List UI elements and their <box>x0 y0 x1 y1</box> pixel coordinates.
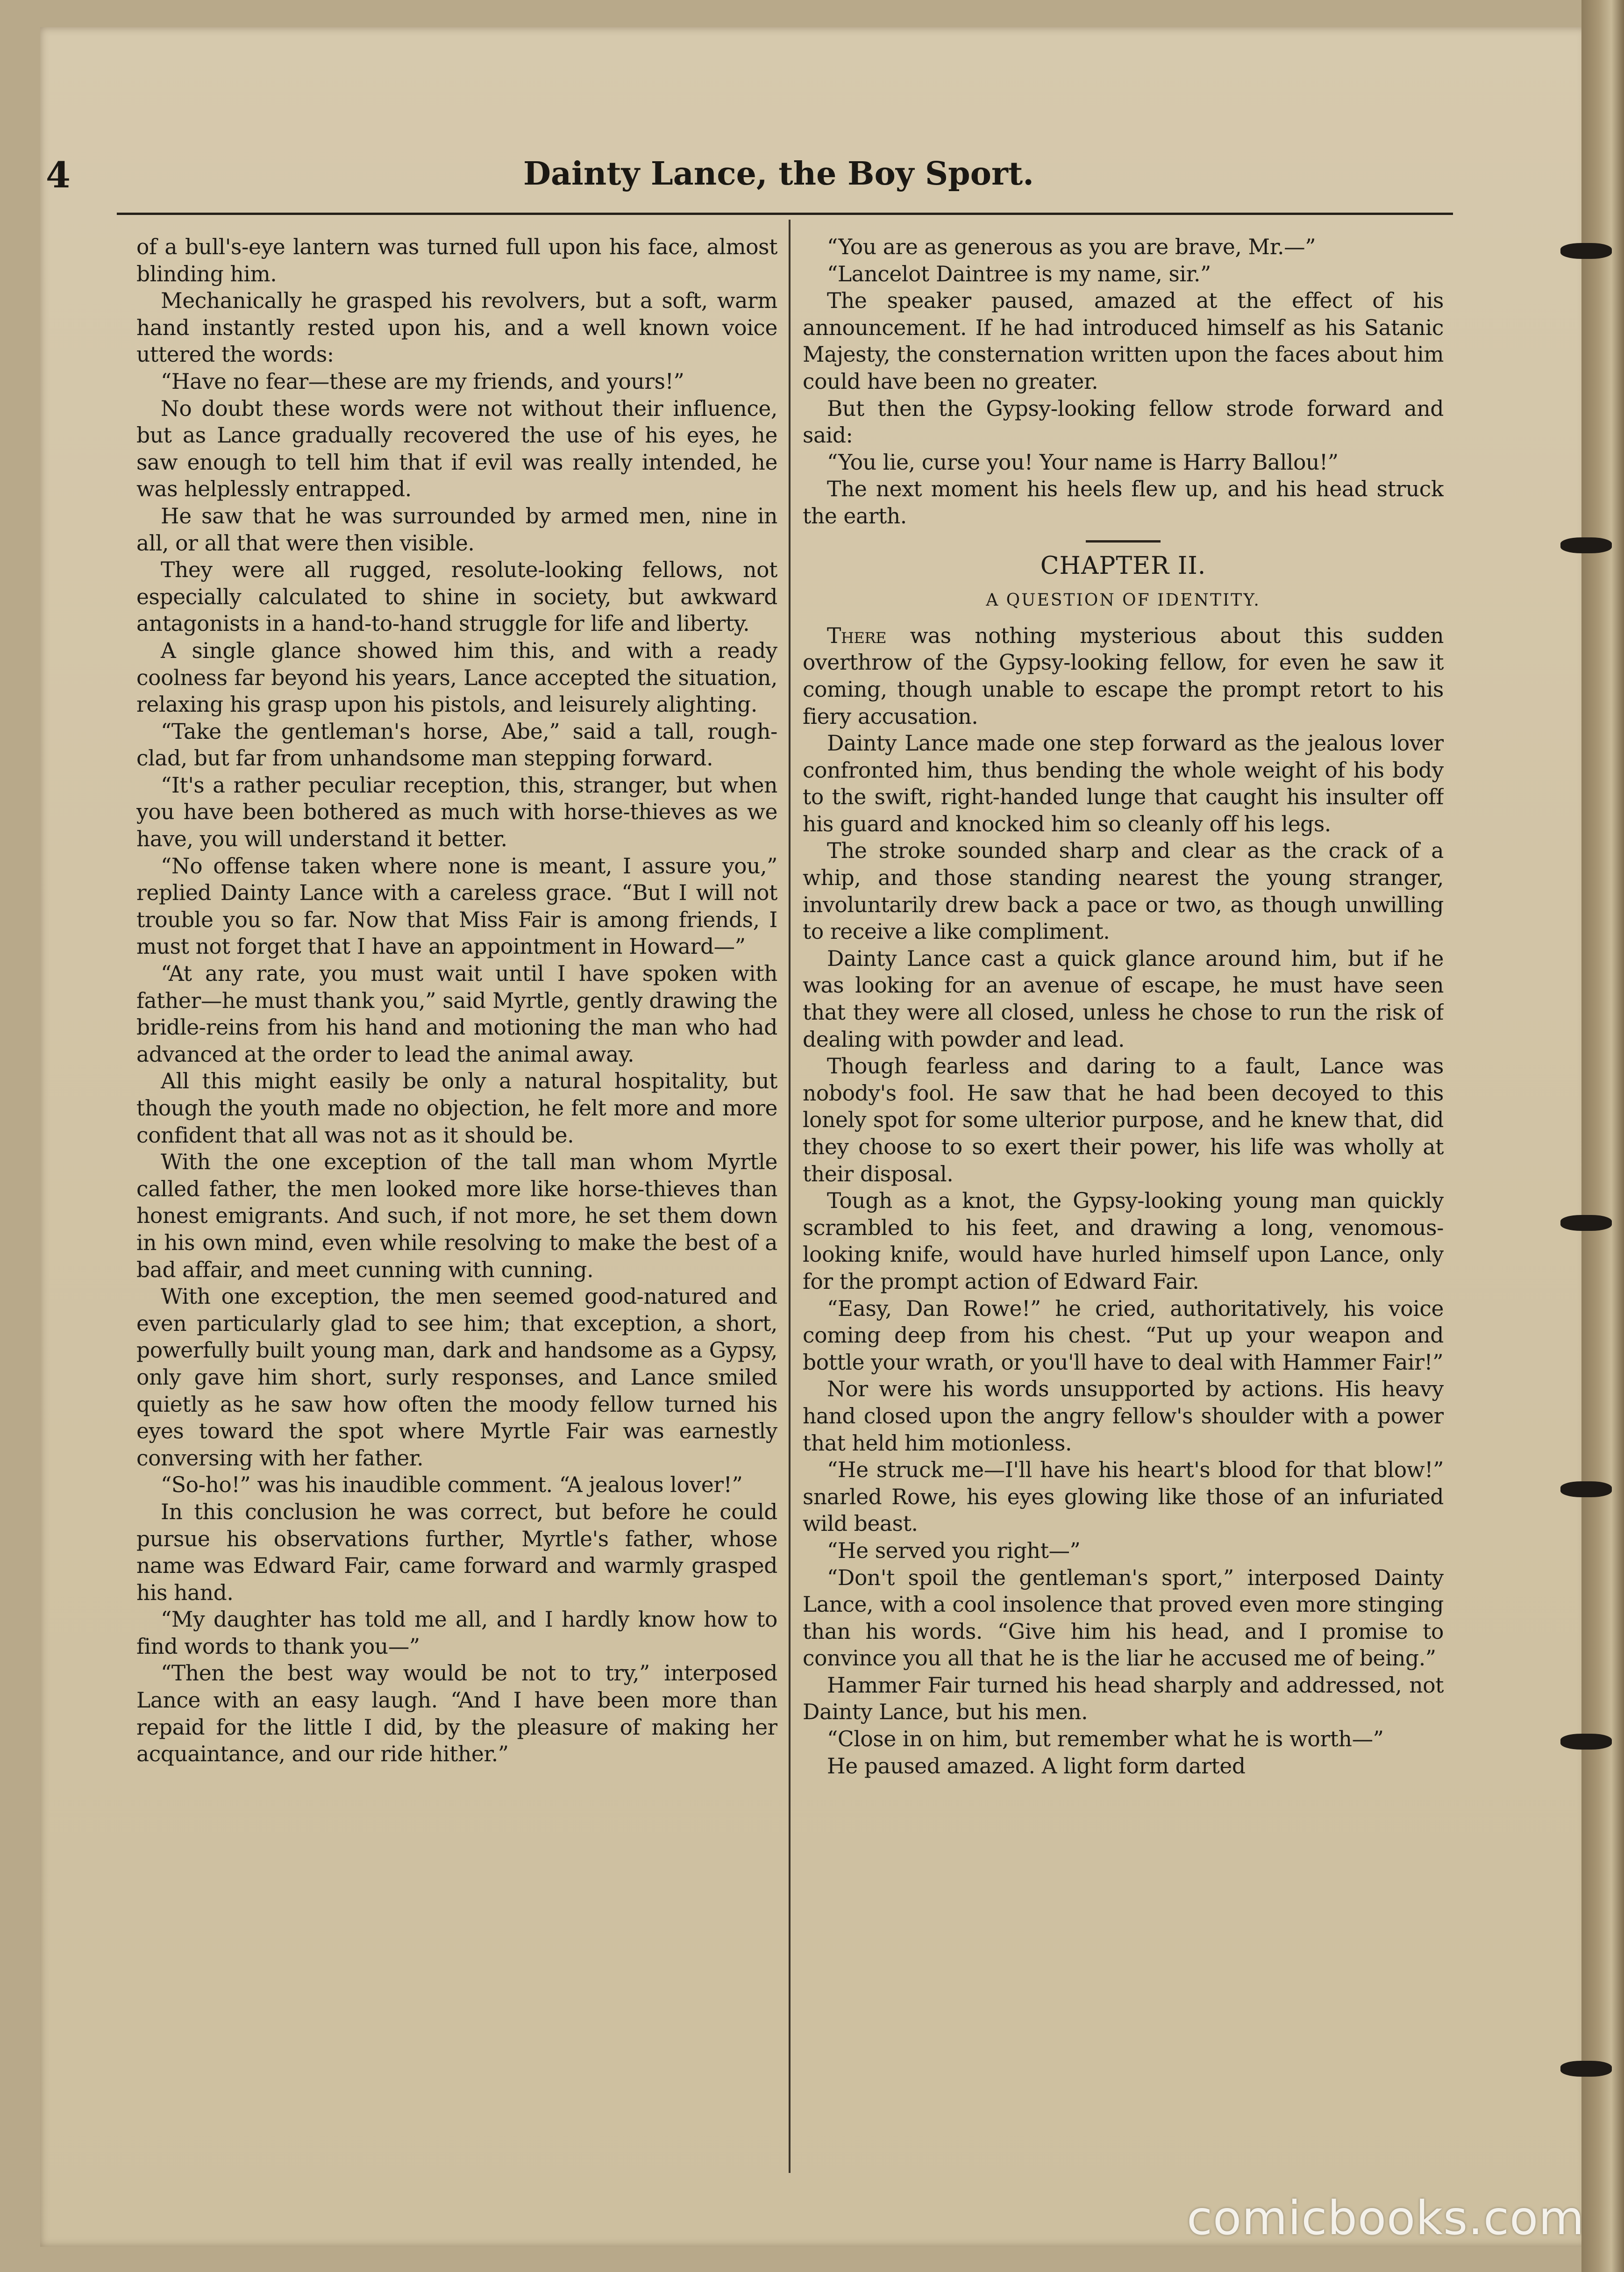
paragraph: “Don't spoil the gentleman's sport,” interposed Dainty Lance, with a cool insolence that proved even more stinging than his words. “Give him his head, and I promise to convince you all that he is the liar he accused me of being.” <box>803 1565 1444 1671</box>
left-column <box>136 234 777 2173</box>
paragraph: With the one exception of the tall man whom Myrtle called father, the men looked more like horse-thieves than honest emigrants. And such, if not more, he set them down in his own mind, even while resolving to make the best of a bad affair, and meet cunning with cunning. <box>136 1150 777 1282</box>
paragraph: Tough as a knot, the Gypsy-looking young man quickly scrambled to his feet, and drawing a long, venomous-looking knife, would have hurled himself upon Lance, only for the prompt action of Edward Fair. <box>803 1188 1444 1294</box>
paragraph: “He struck me—I'll have his heart's blood for that blow!” snarled Rowe, his eyes glowing like those of an infuriated wild beast. <box>803 1458 1444 1536</box>
page-number: 4 <box>46 154 71 196</box>
paragraph: “You lie, curse you! Your name is Harry Ballou!” <box>827 450 1339 475</box>
running-title: Dainty Lance, the Boy Sport. <box>523 155 1034 193</box>
chapter-opening-paragraph <box>803 622 1444 730</box>
chapter-subtitle: A QUESTION OF IDENTITY. <box>986 591 1261 610</box>
binding-stitch <box>1560 2061 1612 2077</box>
paragraph: “No offense taken where none is meant, I assure you,” replied Dainty Lance with a careless grace. “But I will not trouble you so far. Now that Miss Fair is among friends, I must not forget that I have an appointment in Howard—” <box>136 853 777 959</box>
paragraph: A single glance showed him this, and with a ready coolness far beyond his years, Lance accepted the situation, relaxing his grasp upon his pistols, and leisurely alighting. <box>136 638 777 717</box>
page-binding <box>1581 0 1624 2272</box>
paragraph: The speaker paused, amazed at the effect of his announcement. If he had introduced himself as his Satanic Majesty, the consternation written upon the faces about him could have been no greater. <box>803 288 1444 394</box>
paragraph: “Lancelot Daintree is my name, sir.” <box>827 261 1211 286</box>
paragraph: “Take the gentleman's horse, Abe,” said a tall, rough-clad, but far from unhandsome man stepping forward. <box>136 719 777 771</box>
paragraph: “My daughter has told me all, and I hardly know how to find words to thank you—” <box>136 1607 777 1659</box>
paragraph: He paused amazed. A light form darted <box>827 1753 1246 1779</box>
chapter-heading: CHAPTER II. <box>1040 551 1206 580</box>
paragraph: Nor were his words unsupported by actions. His heavy hand closed upon the angry fellow's shoulder with a power that held him motionless. <box>803 1377 1444 1456</box>
binding-stitch <box>1560 1481 1612 1497</box>
paragraph: All this might easily be only a natural hospitality, but though the youth made no objection, he felt more and more confident that all was not as it should be. <box>136 1069 777 1148</box>
binding-stitch <box>1560 243 1612 259</box>
paragraph: Hammer Fair turned his head sharply and addressed, not Dainty Lance, but his men. <box>803 1672 1444 1725</box>
paragraph: With one exception, the men seemed good-natured and even particularly glad to see him; that exception, a short, powerfully built young man, dark and handsome as a Gypsy, only gave him short, surly responses, and Lance smiled quietly as he saw how often the moody fellow turned his eyes toward the spot where Myrtle Fair was earnestly conversing with her father. <box>136 1284 777 1471</box>
paragraph: Though fearless and daring to a fault, Lance was nobody's fool. He saw that he had been decoyed to this lonely spot for some ulterior purpose, and he knew that, did they choose to so exert their power, his life was wholly at their disposal. <box>803 1054 1444 1186</box>
paragraph: The stroke sounded sharp and clear as the crack of a whip, and those standing nearest the young stranger, involuntarily drew back a pace or two, as though unwilling to receive a like compliment. <box>803 838 1444 944</box>
paragraph: The next moment his heels flew up, and his head struck the earth. <box>803 477 1444 529</box>
right-column <box>803 234 1444 2173</box>
paragraph: In this conclusion he was correct, but before he could pursue his observations further, Myrtle's father, whose name was Edward Fair, came forward and warmly grasped his hand. <box>136 1499 777 1605</box>
paragraph: “At any rate, you must wait until I have spoken with father—he must thank you,” said Myrtle, gently drawing the bridle-reins from his hand and motioning the man who had advanced at the order to lead the animal away. <box>136 961 777 1067</box>
paragraph: “It's a rather peculiar reception, this, stranger, but when you have been bothered as much with horse-thieves as we have, you will understand it better. <box>136 772 777 852</box>
paragraph: “Have no fear—these are my friends, and yours!” <box>161 369 684 394</box>
opening-word: There <box>827 623 887 648</box>
paragraph: “You are as generous as you are brave, Mr.—” <box>827 235 1316 259</box>
paragraph: Dainty Lance made one step forward as the jealous lover confronted him, thus bending the whole weight of his body to the swift, right-handed lunge that caught his insulter off his guard and knocked him so cleanly off his legs. <box>803 731 1444 836</box>
paragraph: They were all rugged, resolute-looking fellows, not especially calculated to shine in society, but awkward antagonists in a hand-to-hand struggle for life and liberty. <box>136 557 777 636</box>
paragraph: Dainty Lance cast a quick glance around him, but if he was looking for an avenue of escape, he must have seen that they were all closed, unless he chose to run the risk of dealing with powder and lead. <box>803 946 1444 1052</box>
paragraph: “Easy, Dan Rowe!” he cried, authoritatively, his voice coming deep from his chest. “Put up your weapon and bottle your wrath, or you'll have to deal with Hammer Fair!” <box>803 1296 1444 1375</box>
paragraph: Mechanically he grasped his revolvers, but a soft, warm hand instantly rested upon his, and a well known voice uttered the words: <box>136 288 777 367</box>
binding-stitch <box>1560 537 1612 553</box>
paragraph: He saw that he was surrounded by armed men, nine in all, or all that were then visible. <box>136 503 777 556</box>
paragraph: No doubt these words were not without their influence, but as Lance gradually recovered the use of his eyes, he saw enough to tell him that if evil was really intended, he was helplessly entrapped. <box>136 396 777 502</box>
binding-stitch <box>1560 1215 1612 1231</box>
paragraph: “He served you right—” <box>827 1538 1081 1563</box>
paragraph: “Close in on him, but remember what he is worth—” <box>827 1727 1384 1752</box>
column-divider <box>789 220 791 2173</box>
section-rule <box>1086 540 1161 543</box>
paragraph: “Then the best way would be not to try,” interposed Lance with an easy laugh. “And I have been more than repaid for the little I did, by the pleasure of making her acquaintance, and our ride hither.” <box>136 1661 777 1767</box>
header-rule <box>117 213 1453 215</box>
opening-text: was nothing mysterious about this sudden overthrow of the Gypsy-looking fellow, for even he saw it coming, though unable to escape the prompt retort to his fiery accusation. <box>803 623 1444 729</box>
site-watermark: comicbooks.com <box>1187 2191 1585 2245</box>
paragraph: But then the Gypsy-looking fellow strode forward and said: <box>803 396 1444 448</box>
binding-stitch <box>1560 1734 1612 1750</box>
paragraph: of a bull's-eye lantern was turned full upon his face, almost blinding him. <box>136 235 777 286</box>
paragraph: “So-ho!” was his inaudible comment. “A jealous lover!” <box>161 1472 743 1498</box>
